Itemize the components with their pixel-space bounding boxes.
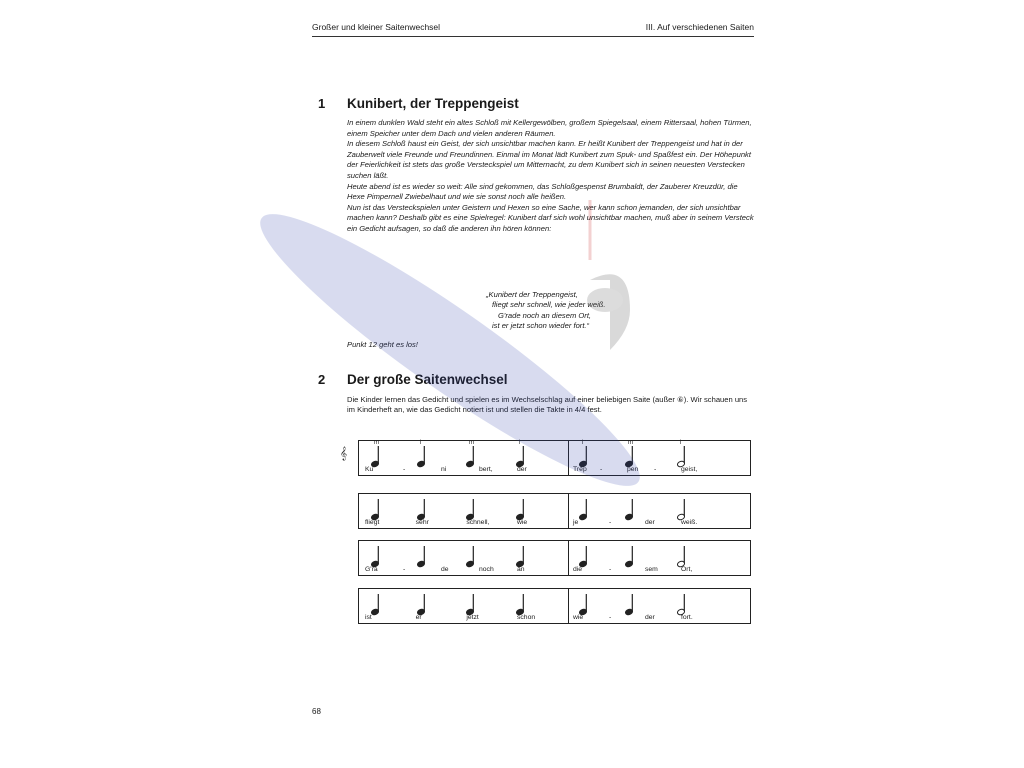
quarter-note bbox=[625, 593, 637, 617]
lyric-syllable: Ort, bbox=[681, 566, 693, 573]
lyric-syllable: an bbox=[517, 566, 525, 573]
treble-clef-icon: 𝄞 bbox=[340, 446, 348, 460]
quarter-note bbox=[417, 545, 429, 569]
lyric-syllable: - bbox=[403, 566, 406, 573]
lyric-syllable: schnell, bbox=[466, 519, 490, 526]
section-2-title: Der große Saitenwechsel bbox=[347, 372, 508, 387]
header-right: III. Auf verschiedenen Saiten bbox=[645, 22, 754, 32]
lyric-syllable: - bbox=[403, 466, 406, 473]
fingering-label: m bbox=[628, 440, 633, 446]
lyric-syllable: fort. bbox=[681, 614, 693, 621]
poem-line: G'rade noch an diesem Ort, bbox=[498, 310, 592, 320]
lyric-syllable: - bbox=[609, 519, 612, 526]
header-left: Großer und kleiner Saitenwechsel bbox=[312, 22, 441, 32]
quarter-note bbox=[625, 498, 637, 522]
lyric-syllable: die bbox=[573, 566, 583, 573]
lyric-syllable: der bbox=[645, 614, 655, 621]
lyric-syllable: G'ra bbox=[365, 566, 378, 573]
fingering-label: i bbox=[582, 440, 584, 446]
lyric-syllable: Trep bbox=[573, 466, 587, 473]
bar-line bbox=[568, 494, 569, 528]
lyric-syllable: sehr bbox=[415, 519, 429, 526]
section-1-text bbox=[347, 118, 755, 235]
page-number: 68 bbox=[312, 707, 321, 716]
staff-line-3 bbox=[358, 540, 751, 576]
lyric-syllable: - bbox=[654, 466, 657, 473]
fingering-label: m bbox=[374, 440, 379, 446]
section-2-number: 2 bbox=[318, 372, 326, 387]
quarter-note bbox=[579, 498, 591, 522]
section-1-title: Kunibert, der Treppengeist bbox=[347, 96, 519, 111]
lyric-syllable: der bbox=[645, 519, 655, 526]
lyric-syllable: jetzt bbox=[466, 614, 479, 621]
lyric-syllable: je bbox=[573, 519, 579, 526]
section-2-intro: Die Kinder lernen das Gedicht und spielen es im Wechselschlag auf einer beliebigen Saite (außer ⑥). Wir schauen uns im Kinderheft an, wie das Gedicht notiert ist und stellen die Takte in 4/4 fest. bbox=[347, 395, 748, 415]
lyric-syllable: der bbox=[517, 466, 527, 473]
quarter-note bbox=[466, 445, 478, 469]
running-header bbox=[312, 22, 754, 36]
paragraph: In diesem Schloß haust ein Geist, der sich unsichtbar machen kann. Er heißt Kunibert der Treppengeist und hat in der Zauberwelt viele Freunde und Freundinnen. Einmal im Monat lädt Kunibert zum Spuk- und Spaßfest ein. Der Höhepunkt der Feierlichkeit ist stets das große Versteckspiel um Mitternacht, zu dem Kunibert sich in seinen neuesten Verstecken suchen läßt. bbox=[347, 139, 751, 180]
bar-line bbox=[568, 541, 569, 575]
header-rule bbox=[312, 36, 754, 37]
quarter-note bbox=[417, 445, 429, 469]
lyric-syllable: wie bbox=[517, 519, 528, 526]
lyric-syllable: fliegt bbox=[365, 519, 380, 526]
section-1-number: 1 bbox=[318, 96, 326, 111]
staff-line-4 bbox=[358, 588, 751, 624]
fingering-label: i bbox=[519, 440, 521, 446]
paragraph: In einem dunklen Wald steht ein altes Schloß mit Kellergewölben, großem Spiegelsaal, einem Rittersaal, hohen Türmen, einem Speicher unter dem Dach und vielen anderen Räumen. bbox=[347, 118, 752, 138]
lyric-syllable: weiß. bbox=[681, 519, 698, 526]
quarter-note bbox=[625, 545, 637, 569]
lyric-syllable: - bbox=[609, 566, 612, 573]
lyric-syllable: noch bbox=[479, 566, 494, 573]
lyric-syllable: er bbox=[415, 614, 422, 621]
lyric-syllable: wie bbox=[573, 614, 584, 621]
lyric-syllable: ist bbox=[365, 614, 372, 621]
staff-line-1 bbox=[358, 440, 751, 476]
bar-line bbox=[568, 589, 569, 623]
staff-line-2 bbox=[358, 493, 751, 529]
poem-line: ist er jetzt schon wieder fort.“ bbox=[492, 321, 590, 331]
bar-line bbox=[568, 441, 569, 475]
lyric-syllable: ni bbox=[441, 466, 447, 473]
lyric-syllable: bert, bbox=[479, 466, 493, 473]
lyric-syllable: - bbox=[609, 614, 612, 621]
poem-line: „Kunibert der Treppengeist, bbox=[486, 290, 578, 299]
fingering-label: m bbox=[469, 440, 474, 446]
lyric-syllable: sem bbox=[645, 566, 658, 573]
punkt-line: Punkt 12 geht es los! bbox=[347, 340, 418, 349]
quarter-note bbox=[466, 545, 478, 569]
poem-line: fliegt sehr schnell, wie jeder weiß. bbox=[492, 300, 606, 310]
lyric-syllable: schon bbox=[517, 614, 536, 621]
paragraph: Nun ist das Versteckspielen unter Geistern und Hexen so eine Sache, wer kann schon jemanden, der sich unsichtbar machen kann? Deshalb gibt es eine Spielregel: Kunibert darf sich wohl unsichtbar machen, muß aber in seinem Versteck ein Gedicht aufsagen, so daß die anderen ihn hören können: bbox=[347, 202, 754, 233]
lyric-syllable: - bbox=[600, 466, 603, 473]
lyric-syllable: Ku bbox=[365, 466, 374, 473]
lyric-syllable: geist, bbox=[681, 466, 698, 473]
lyric-syllable: pen bbox=[627, 466, 639, 473]
fingering-label: i bbox=[420, 440, 422, 446]
paragraph: Heute abend ist es wieder so weit: Alle sind gekommen, das Schloßgespenst Brumbaldt, der Zauberer Kreuzdür, die Hexe Pimpernell Zwiebelhaut und wie sie sonst noch alle heißen. bbox=[347, 181, 738, 202]
fingering-label: i bbox=[680, 440, 682, 446]
quarter-note bbox=[371, 593, 383, 617]
lyric-syllable: de bbox=[441, 566, 449, 573]
poem bbox=[486, 290, 656, 332]
